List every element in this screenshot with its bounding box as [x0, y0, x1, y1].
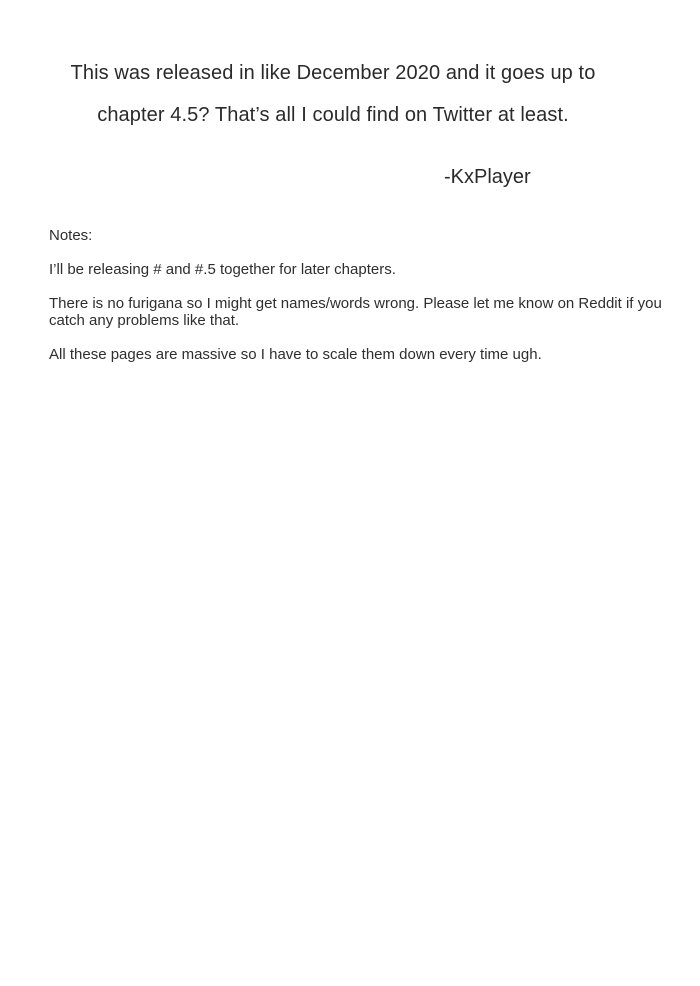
note-item: I’ll be releasing # and #.5 together for later chapters. [49, 261, 396, 278]
notes-heading: Notes: [49, 227, 93, 244]
notes-section [49, 227, 669, 380]
signature: -KxPlayer [444, 166, 531, 188]
intro-line-2: chapter 4.5? That’s all I could find on Twitter at least. [97, 104, 569, 126]
intro-message [0, 52, 666, 136]
note-item: All these pages are massive so I have to scale them down every time ugh. [49, 346, 542, 363]
note-item: There is no furigana so I might get names/words wrong. Please let me know on Reddit if you catch any problems like that. [49, 295, 662, 329]
intro-line-1: This was released in like December 2020 and it goes up to [70, 62, 596, 84]
